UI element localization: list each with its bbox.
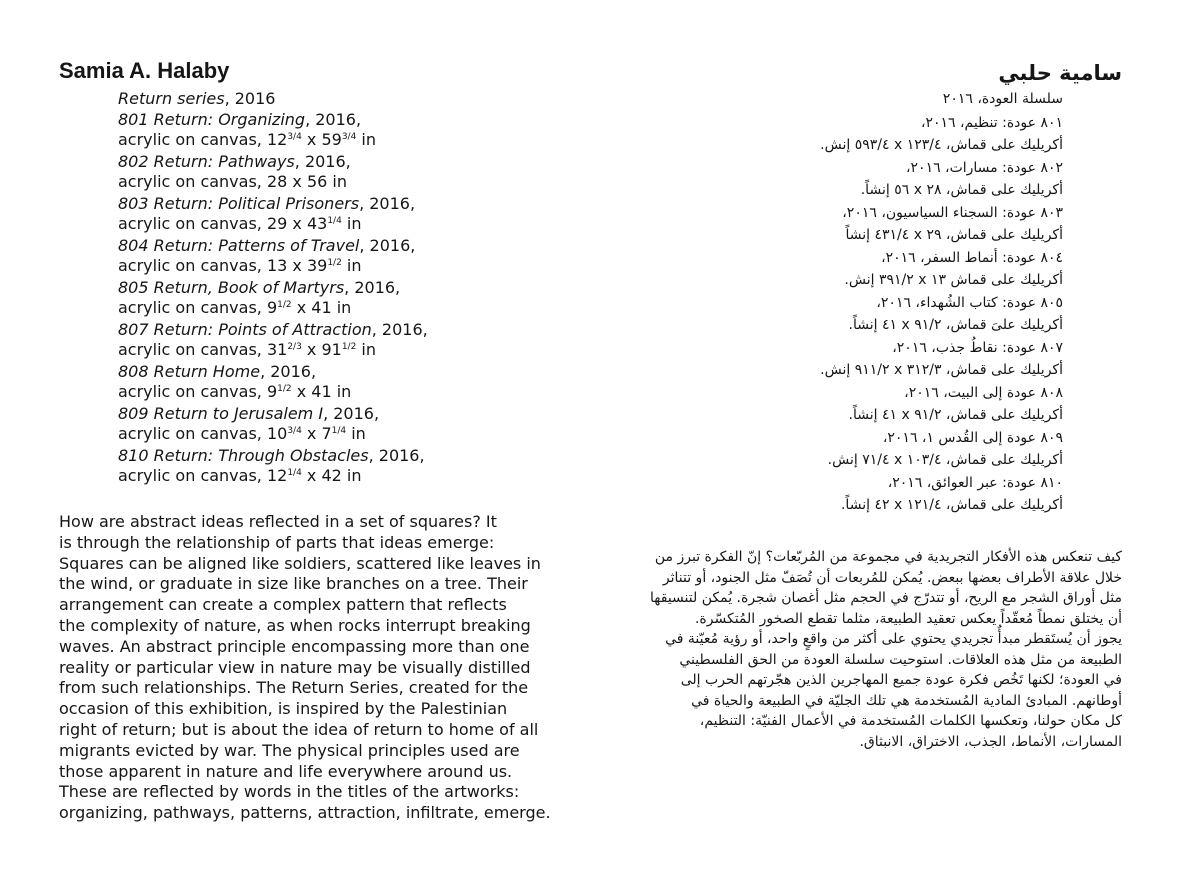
essay-line-english: the wind, or graduate in size like branches on a tree. Their bbox=[59, 574, 528, 594]
series-title-english: Return series, 2016 bbox=[118, 89, 276, 108]
essay-line-english: These are reflected by words in the titles of the artworks: bbox=[59, 782, 520, 802]
essay-line-english: the complexity of nature, as when rocks interrupt breaking bbox=[59, 615, 531, 635]
arabic-column bbox=[622, 58, 1122, 517]
essay-line-english: those apparent in nature and life everywhere around us. bbox=[59, 761, 513, 781]
artist-name-english: Samia A. Halaby bbox=[59, 58, 230, 83]
essay-line-english: Squares can be aligned like soldiers, scattered like leaves in bbox=[59, 553, 541, 573]
work-entry-arabic: ٨٠٥ عودة: كتاب الشُهداء، ٢٠١٦، أكريليك علىَ قماش، ٩١/٢ x ٤١ إنشاً. bbox=[848, 295, 1063, 333]
work-entry-english: 805 Return, Book of Martyrs, 2016, acrylic on canvas, $9^{1/2}$ x 41 in bbox=[118, 278, 401, 317]
work-entry-english: 808 Return Home, 2016, acrylic on canvas, $9^{1/2}$ x 41 in bbox=[118, 362, 352, 401]
artist-name-arabic: سامية حلبي bbox=[998, 61, 1122, 85]
essay-line-arabic: كل مكان حولنا، وتعكسها الكلمات المُستخدمة في الأعمال الفنيّة: التنظيم، bbox=[699, 713, 1122, 729]
essay-line-arabic: في العودة؛ لكنها تَخُص فكرة عودة جميع المهاجرين الذين هجّرتهم الحرب إلى bbox=[680, 672, 1122, 688]
english-column bbox=[59, 58, 559, 488]
work-entry-arabic: ٨٠١ عودة: تنظيم، ٢٠١٦، أكريليك على قماش، ١٢٣/٤ x ٥٩٣/٤ إنش. bbox=[820, 115, 1063, 153]
work-entry-arabic: ٨٠٢ عودة: مسارات، ٢٠١٦، أكريليك على قماش، ٢٨ x ٥٦ إنشاً. bbox=[860, 160, 1063, 198]
essay-line-english: How are abstract ideas reflected in a set of squares? It bbox=[59, 512, 497, 531]
work-entry-arabic: ٨٠٨ عودة إلى البيت، ٢٠١٦، أكريليك على قماش، ٩١/٢ x ٤١ إنشاً. bbox=[848, 385, 1063, 423]
work-entry-english: 803 Return: Political Prisoners, 2016, acrylic on canvas, 29 x $43^{1/4}$ in bbox=[118, 194, 416, 233]
essay-line-english: right of return; but is about the idea of return to home of all bbox=[59, 719, 539, 739]
work-entry-english: 809 Return to Jerusalem I, 2016, acrylic on canvas, $10^{3/4}$ x $7^{1/4}$ in bbox=[118, 404, 380, 443]
essay-english bbox=[59, 512, 551, 824]
essay-line-english: migrants evicted by war. The physical principles used are bbox=[59, 740, 520, 760]
works-list-arabic bbox=[622, 88, 1063, 516]
work-entry-english: 810 Return: Through Obstacles, 2016, acrylic on canvas, $12^{1/4}$ x 42 in bbox=[118, 446, 425, 485]
essay-line-arabic: يجوز أن يُستَقطر مبدأٌ تجريدي يحتوي على أكثر من واقعٍ واحد، أو رؤية مُعيّنة في bbox=[665, 631, 1122, 647]
essay-line-english: is through the relationship of parts that ideas emerge: bbox=[59, 532, 495, 552]
essay-line-arabic: المسارات، الأنماط، الجذب، الاختراق، الانبثاق. bbox=[859, 733, 1122, 750]
essay-line-english: from such relationships. The Return Series, created for the bbox=[59, 678, 529, 698]
work-entry-english: 801 Return: Organizing, 2016, acrylic on canvas, $12^{3/4}$ x $59^{3/4}$ in bbox=[118, 110, 376, 149]
work-entry-arabic: ٨١٠ عودة: عبر العوائق، ٢٠١٦، أكريليك على قماش، ١٢١/٤ x ٤٢ إنشاً. bbox=[840, 475, 1063, 513]
work-entry-arabic: ٨٠٣ عودة: السجناء السياسيون، ٢٠١٦، أكريليك على قماش، ٢٩ x ٤٣١/٤ إنشاً bbox=[842, 205, 1063, 243]
essay-line-arabic: الطبيعة من مثل هذه العلاقات. استوحيت سلسلة العودة من الحق الفلسطيني bbox=[679, 651, 1122, 668]
essay-line-english: reality or particular view in nature may be visually distilled bbox=[59, 657, 531, 677]
essay-arabic bbox=[622, 547, 1122, 752]
work-entry-english: 807 Return: Points of Attraction, 2016, acrylic on canvas, $31^{2/3}$ x $91^{1/2}$ in bbox=[118, 320, 428, 359]
work-entry-arabic: ٨٠٧ عودة: نقاطُ جذب، ٢٠١٦، أكريليك على قماش، ٣١٢/٣ x ٩١١/٢ إنش. bbox=[820, 340, 1063, 378]
essay-line-arabic: مثل أوراق الشجر مع الريح، أو تتدرّج في الحجم مثل أغصان شجرة. يُمكن لتنسيقها bbox=[650, 590, 1122, 606]
essay-line-arabic: خلال علاقة الأطراف بعضها ببعض. يُمكن للمُربعات أن تُصَفّ مثل الجنود، أو تتناثر bbox=[662, 569, 1122, 586]
essay-line-english: arrangement can create a complex pattern that reflects bbox=[59, 595, 507, 615]
work-entry-arabic: ٨٠٤ عودة: أنماط السفر، ٢٠١٦، أكريليك على قماش ١٣ x ٣٩١/٢ إنش. bbox=[844, 250, 1063, 288]
essay-line-english: waves. An abstract principle encompassing more than one bbox=[59, 636, 530, 656]
work-entry-arabic: ٨٠٩ عودة إلى القُدس ١، ٢٠١٦، أكريليك على قماش، ١٠٣/٤ x ٧١/٤ إنش. bbox=[827, 430, 1063, 468]
essay-line-arabic: كيف تنعكس هذه الأفكار التجريدية في مجموعة من المُربّعات؟ إنّ الفكرة تبرز من bbox=[654, 549, 1122, 565]
works-list-english bbox=[118, 88, 559, 486]
work-entry-english: 802 Return: Pathways, 2016, acrylic on canvas, 28 x 56 in bbox=[118, 152, 351, 191]
essay-line-arabic: أوطانهم. المبادئ المادية المُستخدمة هي تلك الجليّة في الطبيعة والحياة في bbox=[691, 692, 1122, 709]
essay-line-english: organizing, pathways, patterns, attraction, infiltrate, emerge. bbox=[59, 803, 551, 823]
work-entry-english: 804 Return: Patterns of Travel, 2016, acrylic on canvas, 13 x $39^{1/2}$ in bbox=[118, 236, 416, 275]
series-title-arabic: سلسلة العودة، ٢٠١٦ bbox=[942, 91, 1063, 107]
essay-line-english: occasion of this exhibition, is inspired by the Palestinian bbox=[59, 699, 508, 719]
essay-line-arabic: أن يختلق نمطاً مُعقّداً يعكس تعقيد الطبيعة، مثلما تقطع الصخور المُتكسّرة. bbox=[694, 610, 1122, 627]
